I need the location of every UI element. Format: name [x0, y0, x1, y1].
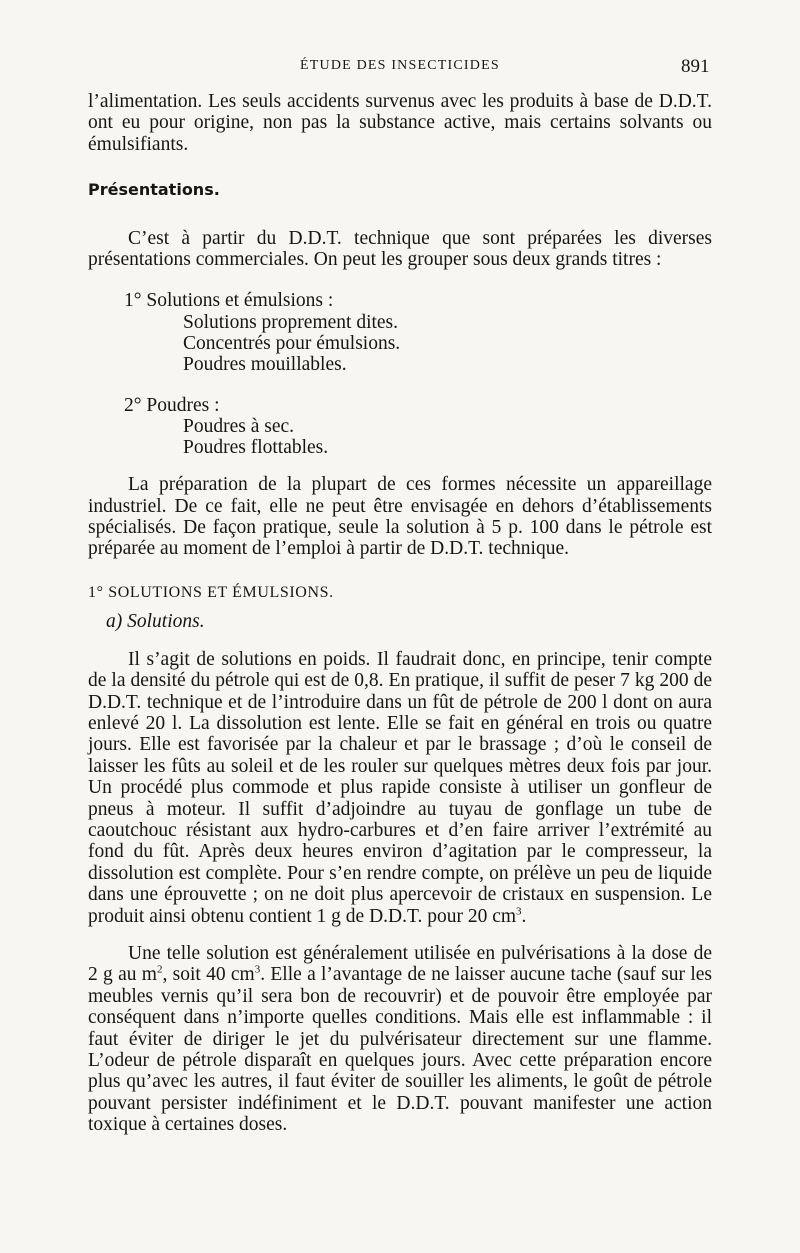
- paragraph-intro: C’est à partir du D.D.T. technique que sont préparées les diverses présentations commerciales. On peut les grouper sous deux grands titres :: [88, 227, 712, 271]
- list-item: Poudres mouillables.: [183, 353, 347, 375]
- paragraph-continuation: l’alimentation. Les seuls accidents survenus avec les produits à base de D.D.T. ont eu pour origine, non pas la substance active, mais certains solvants ou émulsifiants.: [88, 91, 712, 155]
- heading-solutions-emulsions: 1° SOLUTIONS ET ÉMULSIONS.: [88, 583, 334, 601]
- page-body: [88, 91, 712, 1136]
- subheading-solutions-text: a) Solutions.: [106, 611, 205, 633]
- paragraph-solutions-2-text-b: , soit 40 cm: [162, 964, 255, 986]
- page-header: [0, 56, 800, 80]
- paragraph-solutions-1-text: Il s’agit de solutions en poids. Il faudrait donc, en principe, tenir compte de la densité du pétrole qui est de 0,8. En pratique, il suffit de peser 7 kg 200 de D.D.T. technique et de l’introduire dans un fût de pétrole de 200 l dont on aura enlevé 20 l. La dissolution est lente. Elle se fait en général en trois ou quatre jours. Elle est favorisée par la chaleur et par le brassage ; d’où le conseil de laisser les fûts au soleil et de les rouler sur quelques mètres deux fois par jour. Un procédé plus commode et plus rapide consiste à utiliser un gonfleur de pneus à moteur. Il suffit d’adjoindre au tuyau de gonflage un tube de caoutchouc résistant aux hydro-carbures et d’en faire arriver l’extrémité au fond du fût. Après deux heures environ d’agitation par le compresseur, la dissolution est complète. Pour s’en rendre compte, on prélève un peu de liquide dans une éprouvette ; on ne doit plus apercevoir de cristaux en suspension. Le produit ainsi obtenu contient 1 g de D.D.T. pour 20 cm: [88, 648, 712, 927]
- paragraph-solutions-2-text-a: Une telle solution est généralement utilisée en pulvérisations à la dose de 2 g au m: [88, 942, 712, 986]
- paragraph-solutions-2-text-c: . Elle a l’avantage de ne laisser aucune tache (sauf sur les meubles vernis qu’il sera bon de recouvrir) et de pouvoir être employée par conséquent dans n’importe quelles conditions. Mais elle est inflammable : il faut éviter de diriger le jet du pulvérisateur directement sur une flamme. L’odeur de pétrole disparaît en quelques jours. Avec cette préparation encore plus qu’avec les autres, il faut éviter de souiller les aliments, le goût de pétrole pouvant persister indéfiniment et le D.D.T. pouvant manifester une action toxique à certaines doses.: [88, 964, 712, 1136]
- paragraph-preparation: La préparation de la plupart de ces formes nécessite un appareillage industriel. De ce fait, elle ne peut être envisagée en dehors d’établissements spécialisés. De façon pratique, seule la solution à 5 p. 100 dans le pétrole est préparée au moment de l’emploi à partir de D.D.T. technique.: [88, 474, 712, 560]
- list-item: Concentrés pour émulsions.: [183, 332, 401, 354]
- running-title: ÉTUDE DES INSECTICIDES: [300, 58, 500, 73]
- superscript: 3: [254, 963, 261, 976]
- list-item: Solutions proprement dites.: [183, 311, 399, 333]
- heading-presentations: Présentations.: [88, 180, 220, 200]
- list-title-poudres: 2° Poudres :: [124, 394, 220, 416]
- paragraph-solutions-2: [88, 943, 712, 1136]
- subheading-solutions: [88, 611, 712, 632]
- list-item: Poudres flottables.: [183, 437, 329, 459]
- list-title-solutions: 1° Solutions et émulsions :: [124, 290, 334, 312]
- list-item: Poudres à sec.: [183, 416, 295, 438]
- paragraph-solutions-1: [88, 649, 712, 927]
- page-number: 891: [681, 56, 710, 77]
- paragraph-solutions-1-end: .: [521, 905, 527, 927]
- superscript: 2: [156, 963, 163, 976]
- superscript: 3: [516, 905, 522, 918]
